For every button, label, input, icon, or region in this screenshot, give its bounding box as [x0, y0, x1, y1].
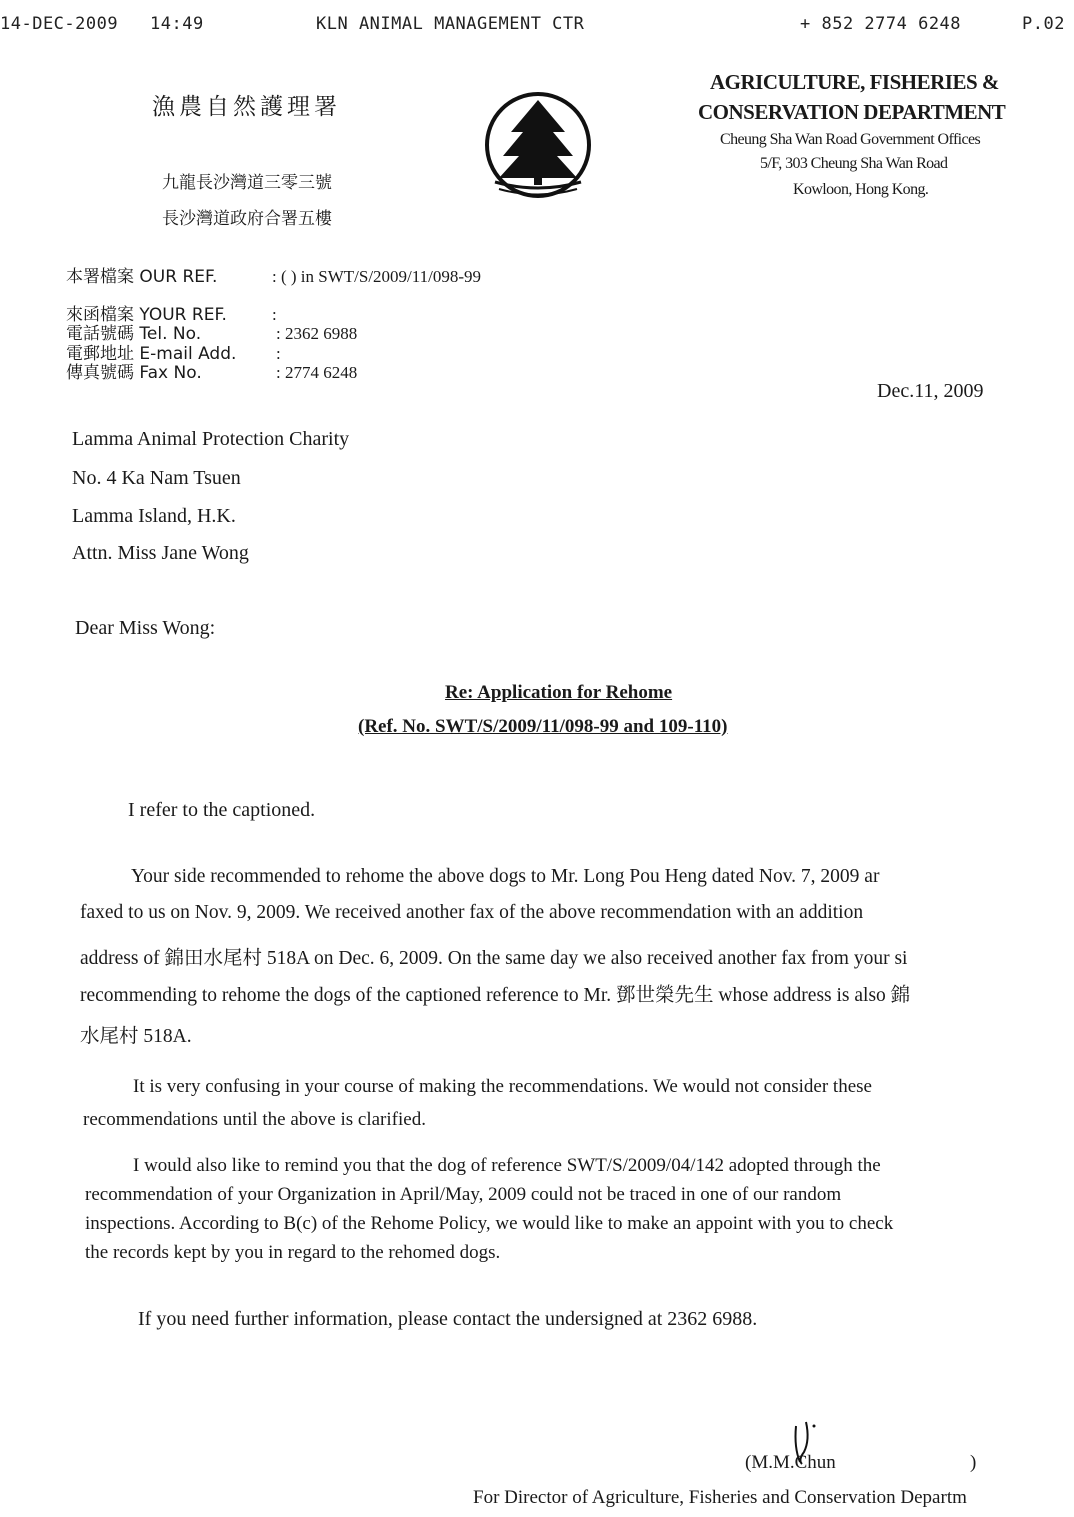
recipient-line-2: No. 4 Ka Nam Tsuen: [72, 467, 241, 489]
fax-sender: KLN ANIMAL MANAGEMENT CTR: [316, 14, 585, 34]
paragraph-2-line-3: address of 錦田水尾村 518A on Dec. 6, 2009. On the same day we also received another fax from your si: [80, 948, 908, 969]
fax-value: : 2774 6248: [276, 363, 358, 382]
your-ref-label: 來函檔案 YOUR REF.: [66, 305, 227, 325]
paragraph-2-line-1: Your side recommended to rehome the above dogs to Mr. Long Pou Heng dated Nov. 7, 2009 ar: [131, 866, 880, 887]
our-ref-value: : ( ) in SWT/S/2009/11/098-99: [272, 267, 482, 286]
tree-emblem-icon: [483, 90, 593, 200]
english-address-line-1: Cheung Sha Wan Road Government Offices: [720, 131, 981, 148]
chinese-address-line-2: 長沙灣道政府合署五樓: [162, 209, 332, 229]
fax-row: [66, 358, 357, 383]
recipient-line-4: Attn. Miss Jane Wong: [72, 542, 249, 564]
tel-label: 電話號碼 Tel. No.: [66, 324, 202, 344]
fax-phone: + 852 2774 6248: [800, 14, 962, 34]
english-department-name-line-2: CONSERVATION DEPARTMENT: [698, 100, 1006, 124]
paragraph-2-line-4: recommending to rehome the dogs of the captioned reference to Mr. 鄧世榮先生 whose address is also 錦: [80, 985, 911, 1006]
subject-line-1: Re: Application for Rehome: [445, 682, 673, 703]
paragraph-4-line-4: the records kept by you in regard to the rehomed dogs.: [85, 1242, 501, 1263]
chinese-department-name: 漁農自然護理署: [152, 94, 341, 120]
our-ref-label: 本署檔案 OUR REF.: [66, 267, 218, 287]
fax-time: 14:49: [150, 14, 204, 34]
paragraph-2-line-5: 水尾村 518A.: [80, 1026, 192, 1047]
fax-page: P.02: [1022, 14, 1065, 34]
tel-value: : 2362 6988: [276, 324, 358, 343]
salutation: Dear Miss Wong:: [75, 617, 216, 639]
paragraph-4-line-2: recommendation of your Organization in April/May, 2009 could not be traced in one of our random: [85, 1184, 842, 1205]
letter-date: Dec.11, 2009: [877, 380, 984, 402]
signatory-close-paren: ): [970, 1452, 977, 1473]
recipient-line-3: Lamma Island, H.K.: [72, 505, 236, 527]
paragraph-2-line-2: faxed to us on Nov. 9, 2009. We received another fax of the above recommendation with an addition: [80, 902, 864, 923]
paragraph-5: If you need further information, please contact the undersigned at 2362 6988.: [138, 1308, 758, 1330]
recipient-line-1: Lamma Animal Protection Charity: [72, 428, 350, 450]
english-department-name-line-1: AGRICULTURE, FISHERIES &: [710, 70, 999, 94]
paragraph-1: I refer to the captioned.: [128, 799, 316, 821]
paragraph-4-line-1: I would also like to remind you that the dog of reference SWT/S/2009/04/142 adopted through the: [133, 1155, 881, 1176]
fax-date: 14-DEC-2009: [0, 14, 119, 34]
fax-label: 傳真號碼 Fax No.: [66, 363, 202, 383]
email-value: :: [276, 344, 281, 363]
signatory-title: For Director of Agriculture, Fisheries and Conservation Departm: [473, 1487, 967, 1508]
paragraph-4-line-3: inspections. According to B(c) of the Rehome Policy, we would like to make an appoint with you to check: [85, 1213, 894, 1234]
paragraph-3-line-2: recommendations until the above is clarified.: [83, 1109, 426, 1130]
email-label: 電郵地址 E-mail Add.: [66, 344, 237, 364]
english-address-line-3: Kowloon, Hong Kong.: [793, 181, 929, 198]
english-address-line-2: 5/F, 303 Cheung Sha Wan Road: [760, 155, 948, 172]
subject-line-2: (Ref. No. SWT/S/2009/11/098-99 and 109-110): [358, 716, 728, 737]
chinese-address-line-1: 九龍長沙灣道三零三號: [162, 173, 332, 193]
paragraph-3-line-1: It is very confusing in your course of making the recommendations. We would not consider these: [133, 1076, 872, 1097]
your-ref-value: :: [272, 305, 277, 324]
signatory-name: (M.M.Chun: [745, 1452, 836, 1473]
our-ref-row: [66, 262, 481, 287]
